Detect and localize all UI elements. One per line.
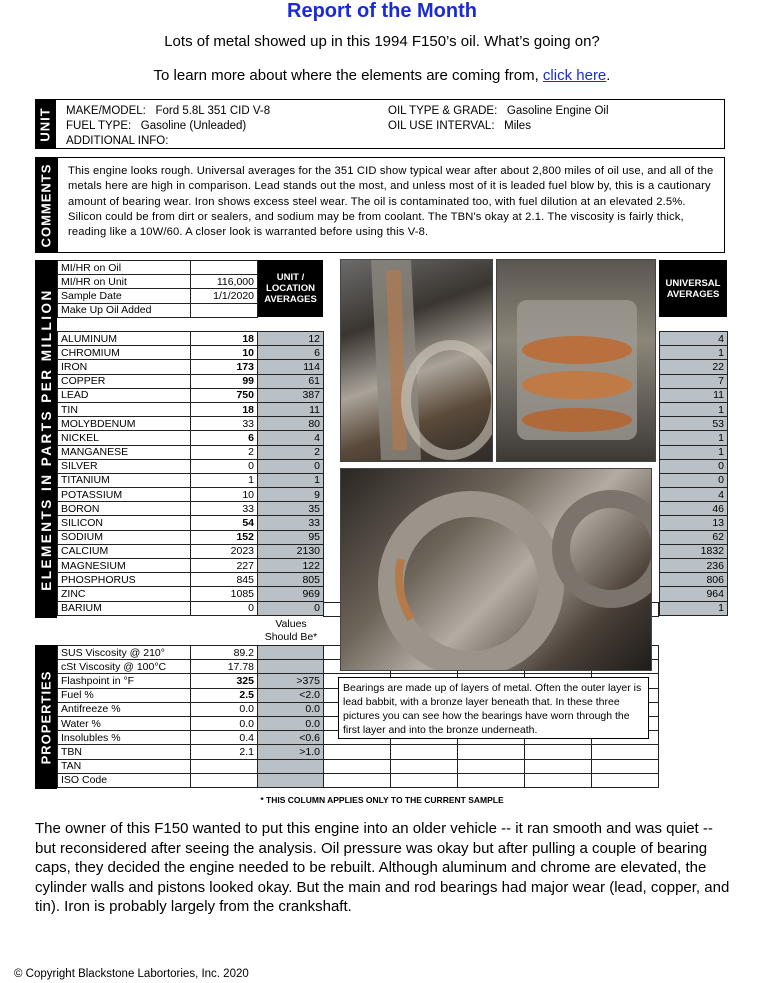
property-should-be <box>258 660 324 674</box>
properties-sidebar: PROPERTIES <box>35 645 57 789</box>
filler-cell <box>458 759 525 773</box>
click-here-link[interactable]: click here <box>542 67 607 84</box>
universal-row <box>660 431 728 445</box>
property-value <box>191 773 258 787</box>
filler-cell <box>592 745 659 759</box>
universal-value: 11 <box>660 388 728 402</box>
page-title: Report of the Month <box>287 0 477 22</box>
universal-row <box>660 360 728 374</box>
make-model-row: MAKE/MODEL: Ford 5.8L 351 CID V-8 <box>66 105 271 117</box>
element-row <box>58 587 324 601</box>
element-name: LEAD <box>58 388 191 402</box>
element-name: SILVER <box>58 459 191 473</box>
property-should-be <box>258 759 324 773</box>
universal-value: 7 <box>660 374 728 388</box>
element-average: 4 <box>258 431 324 445</box>
element-average: 114 <box>258 360 324 374</box>
element-average: 11 <box>258 402 324 416</box>
make-model-value: Ford 5.8L 351 CID V-8 <box>155 105 271 117</box>
element-value: 2023 <box>191 544 258 558</box>
property-filler-row <box>324 759 659 773</box>
element-value: 750 <box>191 388 258 402</box>
element-value: 152 <box>191 530 258 544</box>
fuel-type-row: FUEL TYPE: Gasoline (Unleaded) <box>66 120 247 132</box>
element-row <box>58 516 324 530</box>
filler-cell <box>324 773 391 787</box>
universal-value: 53 <box>660 417 728 431</box>
element-average: 12 <box>258 332 324 346</box>
universal-value: 964 <box>660 587 728 601</box>
property-value: 17.78 <box>191 660 258 674</box>
element-name: TITANIUM <box>58 473 191 487</box>
element-value: 33 <box>191 417 258 431</box>
element-value: 0 <box>191 601 258 615</box>
filler-cell <box>458 773 525 787</box>
universal-value: 0 <box>660 459 728 473</box>
element-name: MANGANESE <box>58 445 191 459</box>
property-name: SUS Viscosity @ 210° <box>58 646 191 660</box>
property-row <box>58 716 324 730</box>
property-filler-row <box>324 745 659 759</box>
property-row <box>58 688 324 702</box>
learn-more-line <box>0 67 764 84</box>
property-name: cSt Viscosity @ 100°C <box>58 660 191 674</box>
element-average: 33 <box>258 516 324 530</box>
copyright: © Copyright Blackstone Labortories, Inc. 2020 <box>14 968 249 980</box>
property-value: 2.5 <box>191 688 258 702</box>
universal-row <box>660 559 728 573</box>
property-value: 325 <box>191 674 258 688</box>
property-name: Insolubles % <box>58 731 191 745</box>
element-value: 99 <box>191 374 258 388</box>
universal-row <box>660 402 728 416</box>
property-name: TBN <box>58 745 191 759</box>
element-row <box>58 502 324 516</box>
element-name: CHROMIUM <box>58 346 191 360</box>
element-name: CALCIUM <box>58 544 191 558</box>
element-value: 33 <box>191 502 258 516</box>
universal-row <box>660 488 728 502</box>
element-row <box>58 488 324 502</box>
universal-row <box>660 417 728 431</box>
universal-row <box>660 388 728 402</box>
element-average: 1 <box>258 473 324 487</box>
element-average: 95 <box>258 530 324 544</box>
property-name: ISO Code <box>58 773 191 787</box>
element-name: MAGNESIUM <box>58 559 191 573</box>
header-row <box>58 275 258 289</box>
filler-cell <box>592 759 659 773</box>
header-value <box>191 261 258 275</box>
header-label: MI/HR on Unit <box>58 275 191 289</box>
element-value: 10 <box>191 488 258 502</box>
element-row <box>58 544 324 558</box>
universal-value: 1 <box>660 445 728 459</box>
property-row <box>58 759 324 773</box>
universal-row <box>660 573 728 587</box>
fuel-type-value: Gasoline (Unleaded) <box>140 120 247 132</box>
property-value: 0.4 <box>191 731 258 745</box>
element-row <box>58 459 324 473</box>
property-should-be: >1.0 <box>258 745 324 759</box>
universal-row <box>660 459 728 473</box>
filler-cell <box>525 745 592 759</box>
universal-averages-table <box>659 331 728 616</box>
property-should-be: 0.0 <box>258 702 324 716</box>
universal-value: 62 <box>660 530 728 544</box>
property-should-be: <2.0 <box>258 688 324 702</box>
universal-row <box>660 530 728 544</box>
element-value: 1085 <box>191 587 258 601</box>
header-label: MI/HR on Oil <box>58 261 191 275</box>
property-row <box>58 731 324 745</box>
filler-cell <box>391 773 458 787</box>
property-row <box>58 745 324 759</box>
oil-interval-row: OIL USE INTERVAL: Miles <box>388 120 531 132</box>
property-should-be: <0.6 <box>258 731 324 745</box>
element-name: COPPER <box>58 374 191 388</box>
universal-value: 1 <box>660 402 728 416</box>
universal-value: 1 <box>660 601 728 615</box>
universal-value: 22 <box>660 360 728 374</box>
element-name: IRON <box>58 360 191 374</box>
element-average: 0 <box>258 601 324 615</box>
element-average: 805 <box>258 573 324 587</box>
element-row <box>58 332 324 346</box>
element-average: 61 <box>258 374 324 388</box>
property-value: 2.1 <box>191 745 258 759</box>
element-value: 54 <box>191 516 258 530</box>
element-average: 2130 <box>258 544 324 558</box>
element-row <box>58 402 324 416</box>
element-value: 6 <box>191 431 258 445</box>
filler-cell <box>525 759 592 773</box>
element-average: 2 <box>258 445 324 459</box>
universal-row <box>660 445 728 459</box>
header-label: Make Up Oil Added <box>58 303 191 317</box>
element-row <box>58 530 324 544</box>
oil-interval-value: Miles <box>504 120 531 132</box>
element-name: BARIUM <box>58 601 191 615</box>
universal-value: 1832 <box>660 544 728 558</box>
property-should-be <box>258 773 324 787</box>
comments-box <box>57 157 725 253</box>
element-average: 6 <box>258 346 324 360</box>
element-value: 1 <box>191 473 258 487</box>
element-average: 35 <box>258 502 324 516</box>
bearing-photo-1 <box>340 259 493 462</box>
element-row <box>58 601 324 615</box>
element-row <box>58 473 324 487</box>
element-row <box>58 573 324 587</box>
filler-cell <box>592 773 659 787</box>
element-average: 122 <box>258 559 324 573</box>
values-should-be-header: Values Should Be* <box>264 618 318 643</box>
element-value: 845 <box>191 573 258 587</box>
universal-row <box>660 601 728 615</box>
story-text: The owner of this F150 wanted to put this engine into an older vehicle -- it ran smooth and was quiet -- but reconsidered after seeing the analysis. Oil pressure was okay but after pulling a couple of bearing caps, they decided the engine needed to be rebuilt. Although aluminum and chrome are elevated, the cylinder walls and pistons looked okay. But the main and rod bearings had major wear (lead, copper, and tin). Iron is probably largely from the crankshaft. <box>35 820 730 916</box>
header-row <box>58 261 258 275</box>
element-value: 18 <box>191 402 258 416</box>
element-row <box>58 417 324 431</box>
element-name: PHOSPHORUS <box>58 573 191 587</box>
property-name: TAN <box>58 759 191 773</box>
universal-averages-header: UNIVERSAL AVERAGES <box>659 260 727 317</box>
oil-type-row: OIL TYPE & GRADE: Gasoline Engine Oil <box>388 105 609 117</box>
universal-value: 0 <box>660 473 728 487</box>
universal-value: 4 <box>660 488 728 502</box>
universal-value: 4 <box>660 332 728 346</box>
universal-row <box>660 374 728 388</box>
universal-row <box>660 332 728 346</box>
header-row <box>58 303 258 317</box>
header-table <box>57 260 258 318</box>
element-row <box>58 431 324 445</box>
universal-value: 806 <box>660 573 728 587</box>
element-value: 2 <box>191 445 258 459</box>
property-name: Antifreeze % <box>58 702 191 716</box>
property-row <box>58 646 324 660</box>
property-value: 0.0 <box>191 702 258 716</box>
property-row <box>58 773 324 787</box>
unit-box <box>55 99 725 149</box>
bearing-photo-3 <box>340 468 652 671</box>
property-should-be <box>258 646 324 660</box>
element-row <box>58 360 324 374</box>
property-filler-row <box>324 773 659 787</box>
universal-value: 13 <box>660 516 728 530</box>
header-value <box>191 303 258 317</box>
element-name: ALUMINUM <box>58 332 191 346</box>
property-name: Flashpoint in °F <box>58 674 191 688</box>
filler-cell <box>458 745 525 759</box>
additional-info-row: ADDITIONAL INFO: <box>66 135 169 147</box>
rod-bearing-caps-icon <box>341 469 651 670</box>
property-should-be: 0.0 <box>258 716 324 730</box>
universal-value: 236 <box>660 559 728 573</box>
element-name: BORON <box>58 502 191 516</box>
footnote: * THIS COLUMN APPLIES ONLY TO THE CURRENT SAMPLE <box>260 795 504 805</box>
header-value: 116,000 <box>191 275 258 289</box>
universal-row <box>660 473 728 487</box>
filler-cell <box>324 745 391 759</box>
filler-cell <box>525 773 592 787</box>
universal-row <box>660 544 728 558</box>
element-name: ZINC <box>58 587 191 601</box>
main-bearings-icon <box>497 260 655 461</box>
universal-row <box>660 346 728 360</box>
caption-text: Bearings are made up of layers of metal. Often the outer layer is lead babbit, with a bronze layer beneath that. In these three pictures you can see how the bearings have worn through the first layer and into the bronze underneath. <box>343 682 642 736</box>
connecting-rod-icon <box>341 260 492 461</box>
element-average: 387 <box>258 388 324 402</box>
element-average: 80 <box>258 417 324 431</box>
element-name: MOLYBDENUM <box>58 417 191 431</box>
header-value: 1/1/2020 <box>191 289 258 303</box>
property-row <box>58 674 324 688</box>
element-value: 227 <box>191 559 258 573</box>
property-row <box>58 702 324 716</box>
element-value: 0 <box>191 459 258 473</box>
filler-cell <box>324 759 391 773</box>
element-value: 173 <box>191 360 258 374</box>
universal-row <box>660 502 728 516</box>
element-average: 0 <box>258 459 324 473</box>
universal-value: 1 <box>660 431 728 445</box>
element-row <box>58 445 324 459</box>
property-value: 0.0 <box>191 716 258 730</box>
elements-sidebar: ELEMENTS IN PARTS PER MILLION <box>35 260 57 618</box>
property-value: 89.2 <box>191 646 258 660</box>
oil-type-value: Gasoline Engine Oil <box>506 105 609 117</box>
element-name: NICKEL <box>58 431 191 445</box>
element-average: 969 <box>258 587 324 601</box>
header-label: Sample Date <box>58 289 191 303</box>
property-row <box>58 660 324 674</box>
learn-more-after: . <box>606 67 611 84</box>
element-value: 10 <box>191 346 258 360</box>
header-row <box>58 289 258 303</box>
unit-location-header: UNIT / LOCATION AVERAGES <box>258 260 323 317</box>
comments-sidebar: COMMENTS <box>35 157 57 253</box>
filler-cell <box>391 759 458 773</box>
bearing-photo-2 <box>496 259 656 462</box>
filler-cell <box>391 745 458 759</box>
universal-row <box>660 587 728 601</box>
element-value: 18 <box>191 332 258 346</box>
element-row <box>58 346 324 360</box>
universal-value: 46 <box>660 502 728 516</box>
property-should-be: >375 <box>258 674 324 688</box>
element-name: POTASSIUM <box>58 488 191 502</box>
element-name: SILICON <box>58 516 191 530</box>
element-row <box>58 559 324 573</box>
subtitle: Lots of metal showed up in this 1994 F150’s oil. What’s going on? <box>164 33 600 50</box>
caption-box <box>338 677 649 739</box>
universal-value: 1 <box>660 346 728 360</box>
element-name: TIN <box>58 402 191 416</box>
properties-table <box>57 645 324 788</box>
elements-table <box>57 331 324 616</box>
learn-more-text: To learn more about where the elements are coming from, <box>153 67 539 84</box>
element-average: 9 <box>258 488 324 502</box>
property-value <box>191 759 258 773</box>
unit-sidebar: UNIT <box>35 99 55 149</box>
element-row <box>58 388 324 402</box>
universal-row <box>660 516 728 530</box>
element-row <box>58 374 324 388</box>
element-name: SODIUM <box>58 530 191 544</box>
comments-text: This engine looks rough. Universal averages for the 351 CID show typical wear after about 2,800 miles of oil use, and all of the metals here are high in comparison. Lead stands out the most, and unless most of it is leaded fuel blow by, this is a cautionary amount of bearing wear. Iron shows excess steel wear. The oil is contaminated too, with fuel dilution at an elevated 2.5%. Silicon could be from dirt or sealers, and sodium may be from coolant. The TBN's okay at 2.1. The viscosity is fairly thick, reading like a 10W/60. A closer look is warranted before using this V-8. <box>68 165 714 239</box>
property-name: Fuel % <box>58 688 191 702</box>
property-name: Water % <box>58 716 191 730</box>
